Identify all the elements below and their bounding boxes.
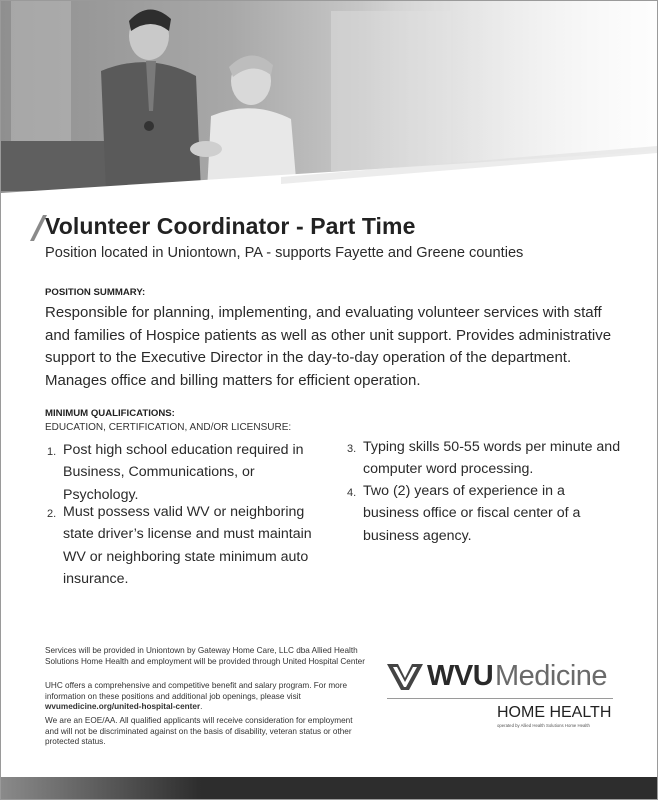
careers-link[interactable]: wvumedicine.org/united-hospital-center <box>45 702 201 711</box>
provider-statement: Services will be provided in Uniontown by Gateway Home Care, LLC dba Allied Health Solutions Home Health and employment will be provided through United Hospital Center <box>45 646 365 666</box>
qualification-text: Typing skills 50-55 words per minute and computer word processing. <box>363 439 621 478</box>
logo-divider <box>387 698 613 699</box>
job-title: Volunteer Coordinator - Part Time <box>45 213 416 239</box>
qualification-text: Must possess valid WV or neighboring state driver’s license and must maintain WV or neighboring state minimum auto insurance. <box>63 504 312 587</box>
benefits-period: . <box>200 702 203 711</box>
logo-home-health: HOME HEALTH <box>497 704 612 721</box>
qualification-number: 4. <box>347 487 357 499</box>
qualification-number: 1. <box>47 446 57 458</box>
benefits-text: UHC offers a comprehensive and competitive benefit and salary program. For more information on these positions and additional job openings, please visit <box>45 681 348 701</box>
wvu-flying-wv-icon <box>387 664 423 690</box>
qualification-text: Two (2) years of experience in a business office or fiscal center of a business agency. <box>363 483 581 544</box>
wvu-medicine-logo <box>387 660 617 740</box>
qualification-number: 3. <box>347 443 357 455</box>
logo-medicine-text: Medicine <box>495 660 608 692</box>
nurse-patient-illustration <box>1 1 657 211</box>
eoe-statement: We are an EOE/AA. All qualified applicants will receive consideration for employment and will not be discriminated against on the basis of disability, veteran status or other protected status. <box>45 716 353 746</box>
qualification-item-4 <box>347 480 627 550</box>
qualification-item-2 <box>47 501 347 593</box>
benefits-statement <box>45 681 365 713</box>
qualifications-heading: MINIMUM QUALIFICATIONS: <box>45 408 175 419</box>
qualification-number: 2. <box>47 508 57 520</box>
summary-heading: POSITION SUMMARY: <box>45 287 146 298</box>
header-photo <box>1 1 657 211</box>
qualification-item-3 <box>347 436 627 482</box>
qualification-text: Post high school education required in Business, Communications, or Psychology. <box>63 442 304 503</box>
summary-text: Responsible for planning, implementing, and evaluating volunteer services with staff and families of Hospice patients as well as other unit support. Provides administrative support to the Executive Director in the day-to-day operation of the department. Manages office and billing matters for efficient operation. <box>45 304 612 389</box>
logo-wvu-text: WVU <box>427 660 494 692</box>
job-location: Position located in Uniontown, PA - supports Fayette and Greene counties <box>45 245 524 261</box>
footer-accent <box>1 777 201 799</box>
education-subheading: EDUCATION, CERTIFICATION, AND/OR LICENSURE: <box>45 422 292 433</box>
logo-operator-text: operated by Allied Health Solutions Home Health <box>497 723 590 728</box>
qualification-item-1 <box>47 439 347 509</box>
